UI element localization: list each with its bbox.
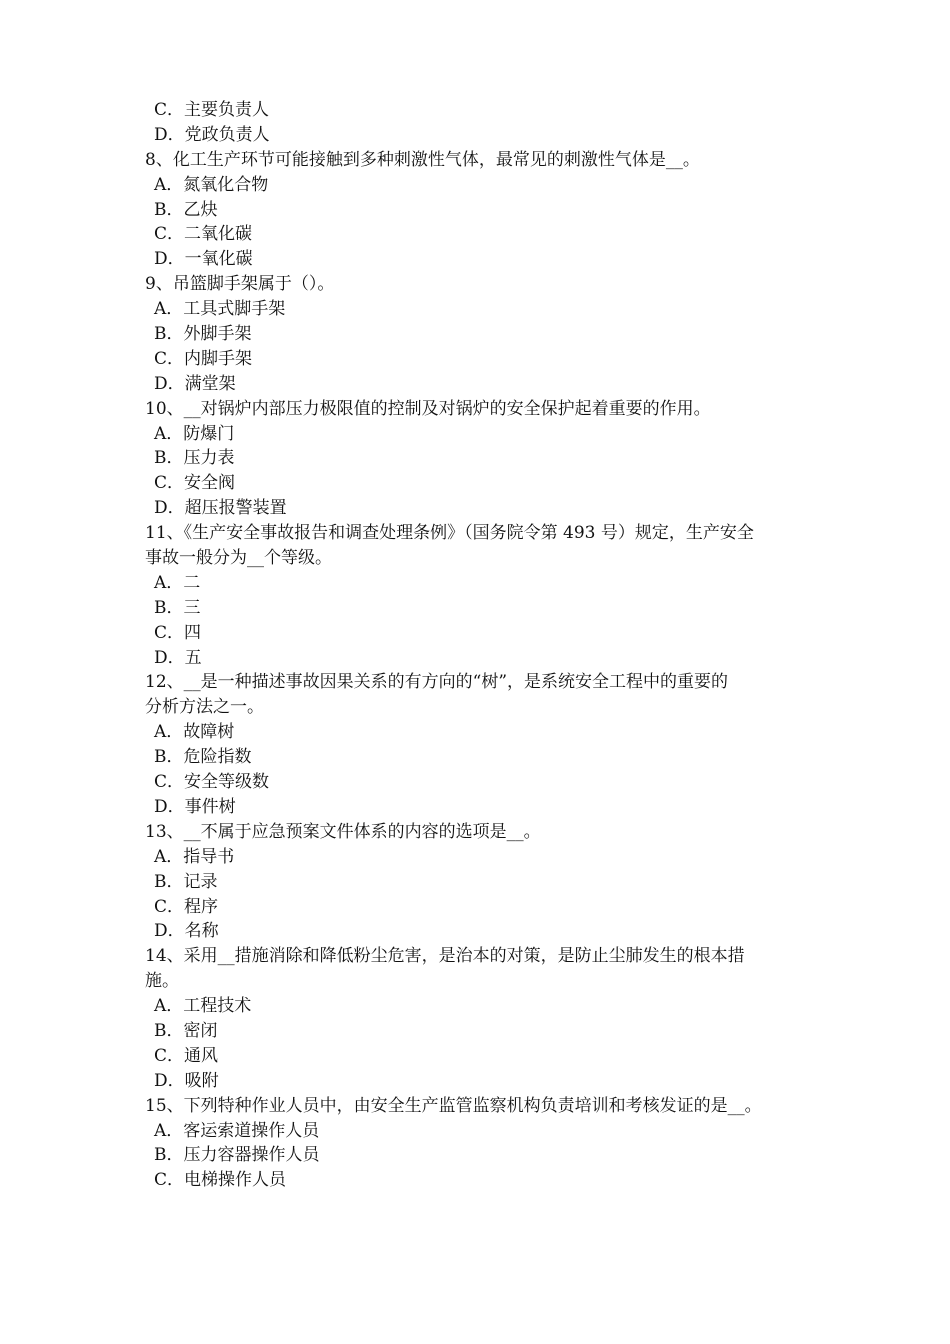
option-line: D．满堂架: [154, 373, 236, 394]
option-line: C．安全等级数: [154, 772, 270, 793]
option-line: B．外脚手架: [154, 324, 252, 345]
option-line: B．乙炔: [154, 199, 218, 220]
option-line: C．程序: [154, 896, 219, 917]
option-line: D．吸附: [154, 1070, 219, 1091]
option-line: C．安全阀: [154, 473, 236, 494]
option-line: B．危险指数: [154, 747, 252, 768]
question-line: 10、__对锅炉内部压力极限值的控制及对锅炉的安全保护起着重要的作用。: [145, 398, 711, 419]
option-line: A．工程技术: [154, 996, 252, 1017]
option-line: A．防爆门: [154, 423, 235, 444]
question-line: 8、化工生产环节可能接触到多种刺激性气体，最常见的刺激性气体是__。: [145, 149, 700, 170]
option-line: A．客运索道操作人员: [154, 1120, 320, 1141]
option-line: A．故障树: [154, 722, 235, 743]
option-line: C．内脚手架: [154, 348, 253, 369]
option-line: D．五: [154, 647, 202, 668]
option-line: A．工具式脚手架: [154, 299, 286, 320]
question-line: 13、__不属于应急预案文件体系的内容的选项是__。: [145, 821, 541, 842]
option-line: B．记录: [154, 871, 218, 892]
question-line: 施。: [145, 971, 179, 992]
option-line: D．超压报警装置: [154, 498, 287, 519]
option-line: C．通风: [154, 1045, 219, 1066]
question-list: [145, 98, 815, 1193]
question-line: 14、采用__措施消除和降低粉尘危害，是治本的对策，是防止尘肺发生的根本措: [145, 946, 745, 967]
option-line: A．二: [154, 572, 201, 593]
option-line: D．名称: [154, 921, 219, 942]
option-line: D．一氧化碳: [154, 249, 253, 270]
option-line: C．电梯操作人员: [154, 1170, 287, 1191]
question-line: 分析方法之一。: [145, 697, 264, 718]
question-line: 11、《生产安全事故报告和调查处理条例》（国务院令第 493 号）规定，生产安全: [145, 523, 754, 544]
option-line: C．二氧化碳: [154, 224, 253, 245]
option-line: B．压力表: [154, 448, 235, 469]
option-line: D．党政负责人: [154, 124, 270, 145]
option-line: C．四: [154, 622, 202, 643]
option-line: A．指导书: [154, 846, 235, 867]
question-line: 15、下列特种作业人员中，由安全生产监管监察机构负责培训和考核发证的是__。: [145, 1095, 762, 1116]
option-line: B．压力容器操作人员: [154, 1145, 320, 1166]
question-line: 12、__是一种描述事故因果关系的有方向的“树”，是系统安全工程中的重要的: [145, 672, 729, 693]
option-line: C．主要负责人: [154, 100, 270, 120]
option-line: B．密闭: [154, 1020, 218, 1041]
question-line: 事故一般分为__个等级。: [145, 548, 332, 569]
question-line: 9、吊篮脚手架属于（）。: [145, 274, 335, 295]
option-line: B．三: [154, 597, 201, 618]
option-line: A．氮氧化合物: [154, 174, 269, 195]
option-line: D．事件树: [154, 796, 236, 817]
